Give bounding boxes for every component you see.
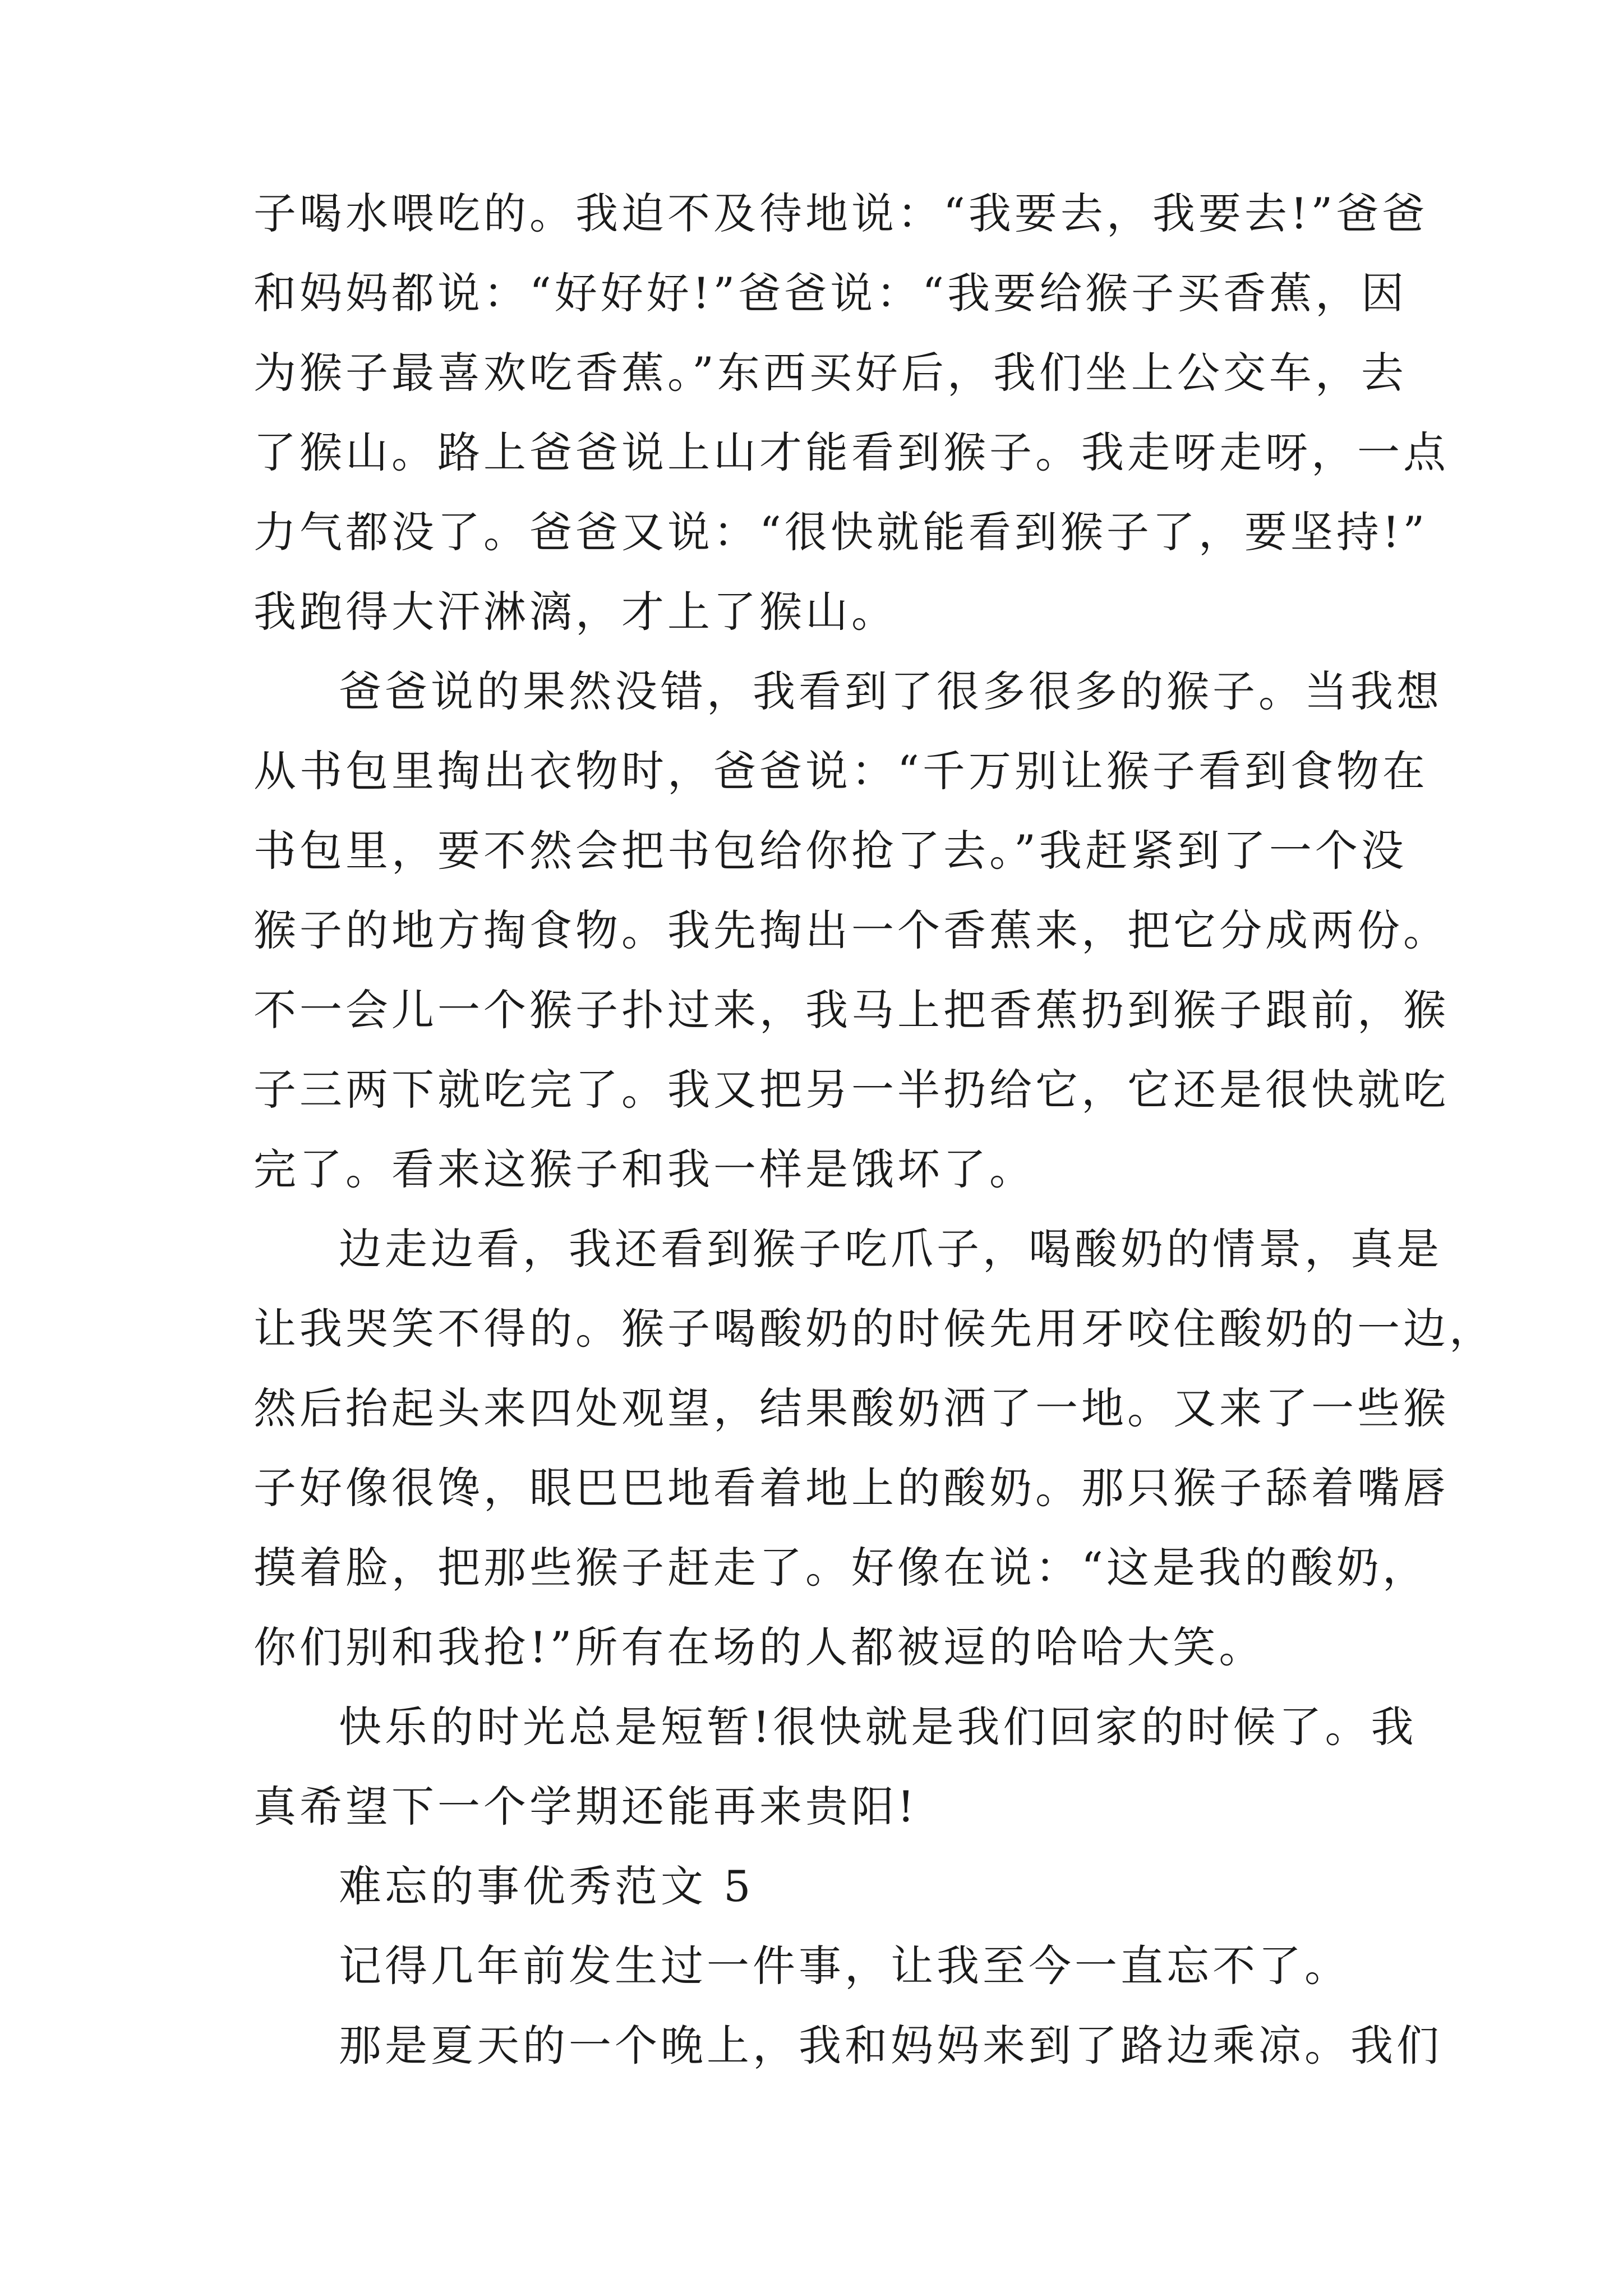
text-line: 为猴子最喜欢吃香蕉。”东西买好后，我们坐上公交车，去 [253, 348, 1407, 398]
paragraph-first-line: 爸爸说的果然没错，我看到了很多很多的猴子。当我想 [339, 666, 1442, 716]
text-line: 了猴山。路上爸爸说上山才能看到猴子。我走呀走呀，一点 [253, 427, 1449, 477]
text-line: 我跑得大汗淋漓，才上了猴山。 [253, 587, 897, 637]
text-line: 子三两下就吃完了。我又把另一半扔给它，它还是很快就吃 [253, 1065, 1449, 1115]
text-line: 和妈妈都说：“好好好!”爸爸说：“我要给猴子买香蕉，因 [253, 268, 1408, 318]
text-line: 子好像很馋，眼巴巴地看着地上的酸奶。那只猴子舔着嘴唇 [253, 1463, 1449, 1513]
text-line: 不一会儿一个猴子扑过来，我马上把香蕉扔到猴子跟前，猴 [253, 985, 1449, 1035]
text-line: 力气都没了。爸爸又说：“很快就能看到猴子了，要坚持!” [253, 507, 1428, 557]
text-line: 书包里，要不然会把书包给你抢了去。”我赶紧到了一个没 [253, 826, 1407, 876]
text-line: 从书包里掏出衣物时，爸爸说：“千万别让猴子看到食物在 [253, 746, 1428, 796]
text-line: 摸着脸，把那些猴子赶走了。好像在说：“这是我的酸奶， [253, 1543, 1428, 1593]
paragraph-first-line: 快乐的时光总是短暂!很快就是我们回家的时候了。我 [339, 1702, 1417, 1752]
text-line: 你们别和我抢!”所有在场的人都被逗的哈哈大笑。 [253, 1622, 1265, 1672]
paragraph-first-line: 记得几年前发生过一件事，让我至今一直忘不了。 [339, 1941, 1350, 1991]
body-text [253, 174, 1495, 2086]
text-line: 让我哭笑不得的。猴子喝酸奶的时候先用牙咬住酸奶的一边， [253, 1304, 1495, 1354]
text-line: 猴子的地方掏食物。我先掏出一个香蕉来，把它分成两份。 [253, 905, 1449, 955]
paragraph-first-line: 那是夏天的一个晚上，我和妈妈来到了路边乘凉。我们 [339, 2021, 1442, 2070]
text-line: 真希望下一个学期还能再来贵阳! [253, 1782, 918, 1832]
paragraph-first-line: 边走边看，我还看到猴子吃爪子，喝酸奶的情景，真是 [339, 1224, 1442, 1274]
text-line: 完了。看来这猴子和我一样是饿坏了。 [253, 1144, 1035, 1194]
section-heading: 难忘的事优秀范文 5 [339, 1861, 754, 1911]
text-line: 然后抬起头来四处观望，结果酸奶洒了一地。又来了一些猴 [253, 1383, 1449, 1433]
text-line: 子喝水喂吃的。我迫不及待地说：“我要去，我要去!”爸爸 [253, 188, 1428, 238]
